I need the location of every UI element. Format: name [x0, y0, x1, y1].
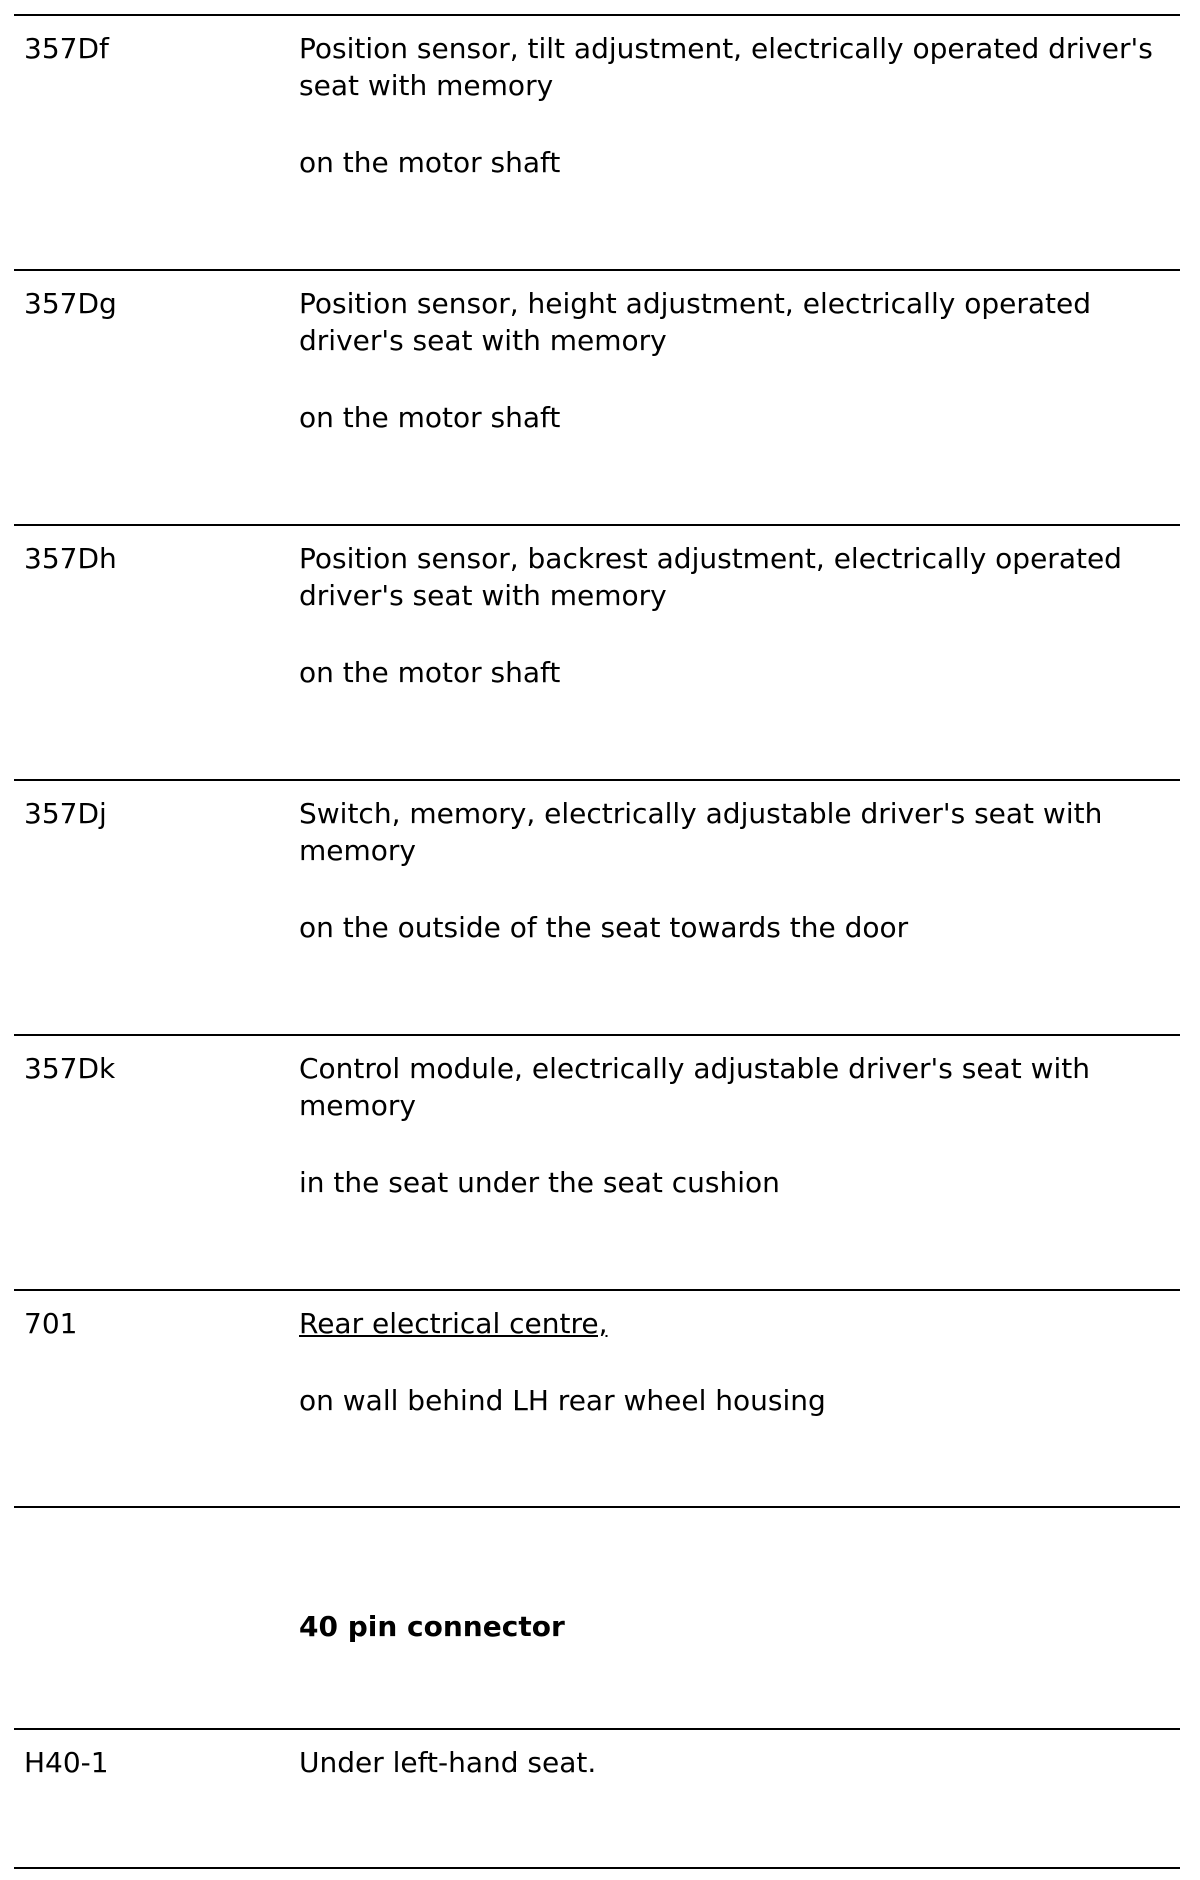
component-location: on the motor shaft [299, 656, 561, 689]
component-code: 357Dk [24, 1052, 116, 1085]
table-row [14, 1728, 1180, 1869]
component-description [299, 540, 1179, 691]
table-row [14, 14, 1180, 269]
component-description [299, 1050, 1179, 1201]
component-title: Switch, memory, electrically adjustable driver's seat with memory [299, 797, 1103, 867]
component-title: Position sensor, tilt adjustment, electrically operated driver's seat with memory [299, 32, 1153, 102]
table-row [14, 269, 1180, 524]
rear-electrical-centre-link[interactable]: Rear electrical centre, [299, 1307, 608, 1340]
component-description [299, 30, 1179, 181]
section-heading-row [14, 1506, 1180, 1728]
component-description [299, 285, 1179, 436]
table-row [14, 779, 1180, 1034]
component-title: Position sensor, backrest adjustment, electrically operated driver's seat with memory [299, 542, 1122, 612]
component-code: 357Dg [24, 287, 117, 320]
connector-description [299, 1744, 1179, 1781]
component-location: on wall behind LH rear wheel housing [299, 1384, 826, 1417]
component-title: Control module, electrically adjustable driver's seat with memory [299, 1052, 1090, 1122]
table-row [14, 524, 1180, 779]
component-code: 357Dj [24, 797, 107, 830]
component-location: on the motor shaft [299, 401, 561, 434]
section-heading: 40 pin connector [299, 1610, 565, 1643]
component-location: on the motor shaft [299, 146, 561, 179]
component-code: 357Dh [24, 542, 117, 575]
table-row [14, 1034, 1180, 1289]
component-title: Position sensor, height adjustment, electrically operated driver's seat with memory [299, 287, 1091, 357]
component-description [299, 795, 1179, 946]
component-location-table [14, 14, 1180, 1869]
component-code: 357Df [24, 32, 109, 65]
component-description [299, 1305, 1179, 1419]
table-row [14, 1289, 1180, 1506]
connector-code: H40-1 [24, 1746, 109, 1779]
component-location: in the seat under the seat cushion [299, 1166, 780, 1199]
component-location: on the outside of the seat towards the door [299, 911, 909, 944]
section-heading-cell [299, 1608, 1179, 1645]
component-code: 701 [24, 1307, 78, 1340]
connector-location: Under left-hand seat. [299, 1746, 597, 1779]
